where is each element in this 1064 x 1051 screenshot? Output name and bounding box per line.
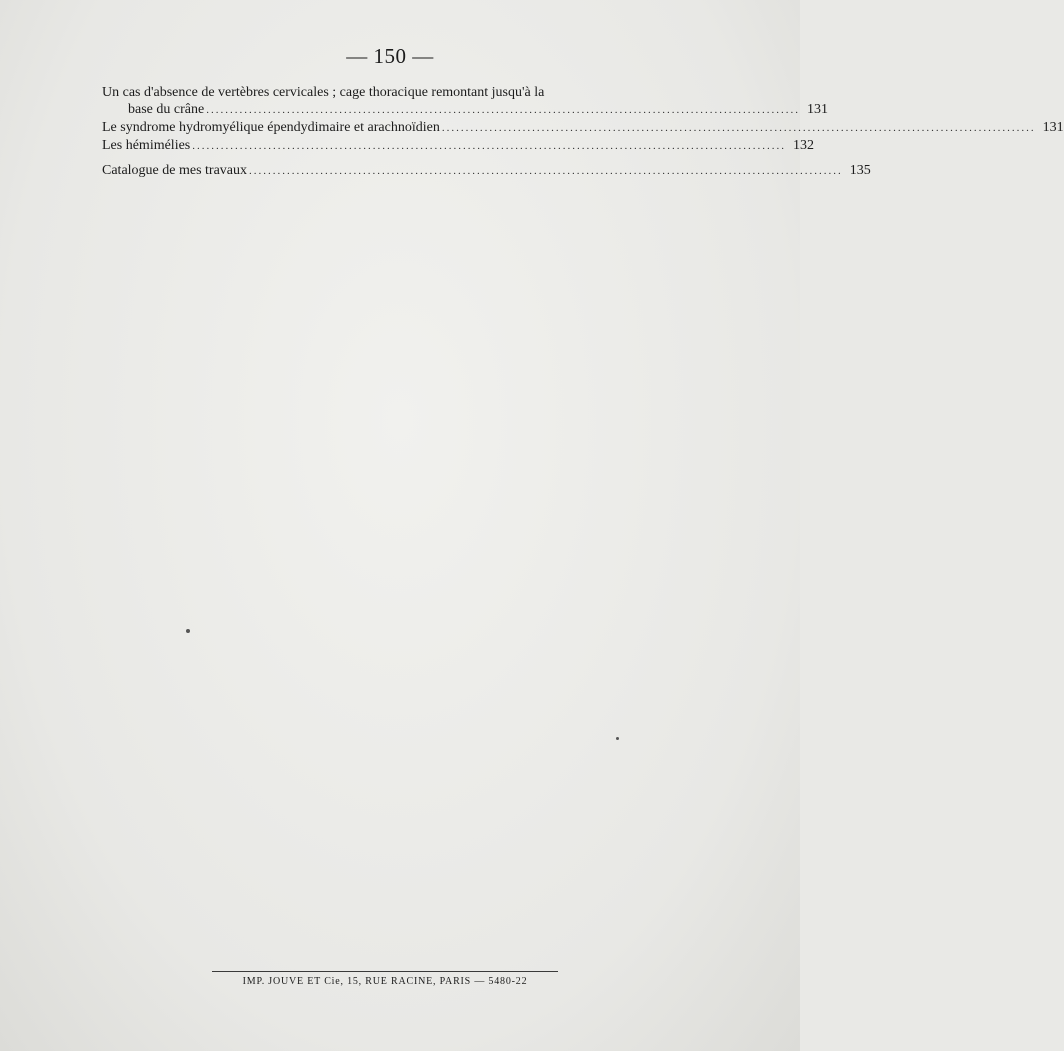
- toc-entry-2: [102, 119, 1064, 137]
- toc-entry-page: 132: [793, 138, 815, 153]
- toc-entry-3: [102, 137, 815, 155]
- ink-speck: [616, 737, 619, 740]
- dot-leader: .............................................................................................................................: [441, 122, 1036, 134]
- page-number: — 150 —: [346, 44, 434, 68]
- toc-entry-4: [102, 162, 871, 180]
- toc-entry-title: Un cas d'absence de vertèbres cervicales ; cage thoracique remontant jusqu'à la: [102, 85, 545, 100]
- toc-entry-title: Le syndrome hydromyélique épendydimaire et arachnoïdien: [102, 120, 440, 135]
- imprint-rule: [212, 971, 558, 972]
- dot-leader: .............................................................................................................................: [249, 165, 843, 177]
- printer-imprint: IMP. JOUVE ET Cie, 15, RUE RACINE, PARIS — 5480-22: [242, 976, 528, 987]
- ink-speck: [186, 629, 190, 633]
- toc-entry-title: Catalogue de mes travaux: [102, 163, 248, 178]
- dot-leader: .............................................................................................................................: [192, 140, 787, 152]
- toc-entry-title: Les hémimélies: [102, 138, 191, 153]
- table-of-contents: [102, 84, 1064, 180]
- toc-entry-1: [102, 84, 828, 119]
- toc-entry-page: 131: [1042, 120, 1064, 135]
- toc-entry-title-continued: base du crâne: [128, 102, 205, 117]
- toc-entry-page: 131: [806, 102, 828, 117]
- toc-entry-page: 135: [849, 163, 871, 178]
- dot-leader: .............................................................................................................................: [206, 104, 800, 116]
